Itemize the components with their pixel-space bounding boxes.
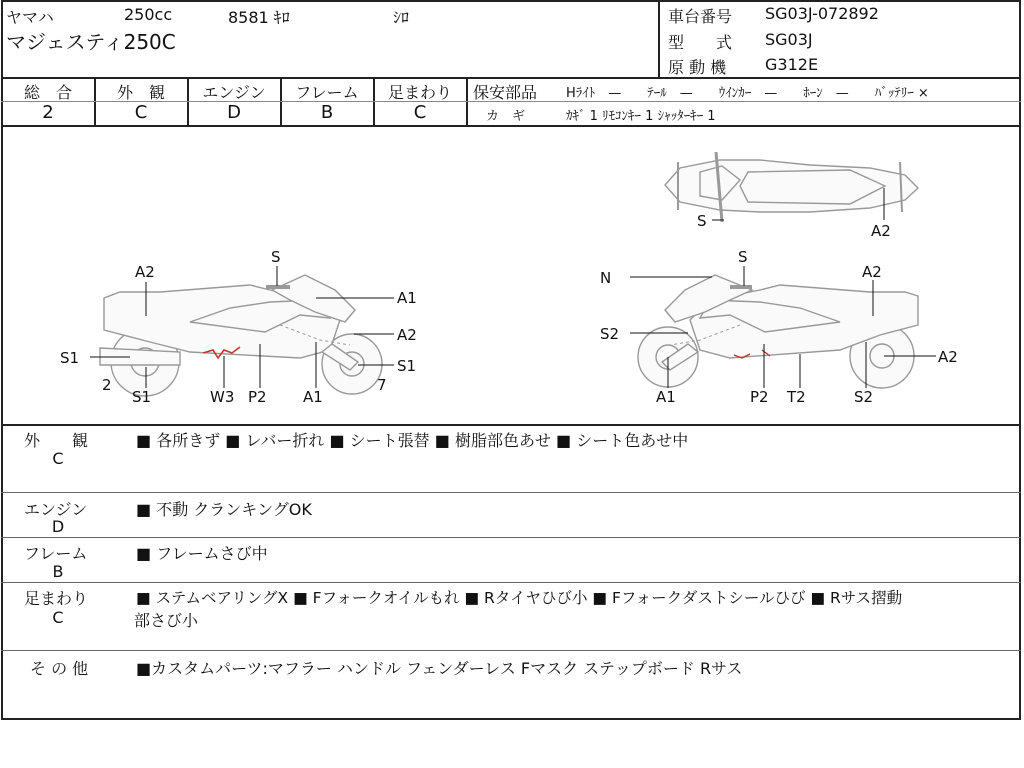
section-other-label: そ の 他	[30, 659, 89, 678]
key-label: カ ギ	[486, 109, 526, 124]
section-suspension-label: 足まわり	[24, 589, 89, 608]
divider	[1, 77, 1021, 79]
section-suspension-text-continued: 部さび小	[134, 611, 199, 630]
chassis-label: 車台番号	[668, 7, 733, 26]
damage-code: A2	[135, 263, 155, 281]
damage-code: 7	[377, 376, 387, 394]
damage-diagram	[0, 126, 1024, 424]
type-label: 型 式	[668, 33, 733, 52]
safety-parts-items: Hﾗｲﾄ — ﾃｰﾙ — ｳｲﾝｶｰ — ﾎｰﾝ — ﾊﾞｯﾃﾘｰ ×	[566, 86, 929, 101]
divider	[1, 424, 1021, 426]
damage-code: W3	[210, 388, 235, 406]
section-other-text: ■カスタムパーツ:マフラー ハンドル フェンダーレス Fマスク ステップボード Rサス	[136, 659, 743, 678]
section-exterior-label: 外 観	[24, 431, 89, 450]
damage-code: A1	[397, 289, 417, 307]
grade-exterior-value: C	[134, 102, 148, 123]
damage-code: T2	[787, 388, 806, 406]
divider	[1, 537, 1021, 538]
section-exterior-text: ■ 各所きず ■ レバー折れ ■ シート張替 ■ 樹脂部色あせ ■ シート色あせ中	[136, 431, 689, 450]
engine-model-label: 原 動 機	[668, 58, 727, 77]
grade-total-label: 総 合	[23, 83, 72, 102]
grade-frame-value: B	[320, 102, 334, 123]
chassis-number: SG03J-072892	[765, 4, 879, 23]
model-name: マジェスティ250C	[6, 30, 176, 54]
displacement: 250cc	[124, 5, 173, 24]
section-engine-grade: D	[51, 517, 65, 536]
damage-code: P2	[750, 388, 769, 406]
damage-code: S1	[60, 349, 80, 367]
grade-engine-label: エンジン	[202, 83, 266, 102]
section-engine-label: エンジン	[24, 500, 88, 519]
damage-code: N	[600, 269, 612, 287]
damage-code: S	[738, 248, 748, 266]
scooter-right-view	[638, 275, 918, 388]
damage-code: S2	[854, 388, 874, 406]
section-suspension-grade: C	[52, 608, 64, 627]
damage-code: S	[271, 248, 281, 266]
damage-code: 2	[102, 376, 112, 394]
damage-code: A2	[938, 348, 958, 366]
damage-code: A2	[397, 326, 417, 344]
type-value: SG03J	[765, 30, 813, 49]
body-color: ｼﾛ	[393, 8, 410, 27]
section-exterior-grade: C	[52, 449, 64, 468]
damage-code: P2	[248, 388, 267, 406]
maker-name: ヤマハ	[6, 8, 54, 27]
divider	[1, 582, 1021, 583]
key-items: ｶｷﾞ 1 ﾘﾓｺﾝｷｰ 1 ｼｬｯﾀｰｷｰ 1	[566, 109, 716, 124]
grade-total-value: 2	[42, 102, 54, 123]
mileage: 8581 ｷﾛ	[228, 8, 290, 27]
section-frame-text: ■ フレームさび中	[136, 544, 268, 563]
grade-suspension-label: 足まわり	[387, 83, 452, 102]
grade-engine-value: D	[227, 102, 241, 123]
damage-labels-top	[697, 212, 891, 240]
scooter-left-view	[100, 275, 382, 396]
damage-code: A1	[656, 388, 676, 406]
damage-code: A2	[871, 222, 891, 240]
grade-exterior-label: 外 観	[116, 83, 165, 102]
section-frame-grade: B	[52, 562, 64, 581]
section-frame-label: フレーム	[24, 544, 88, 563]
damage-code: A2	[862, 263, 882, 281]
damage-code: S1	[132, 388, 152, 406]
header-divider	[658, 0, 660, 78]
safety-parts-label: 保安部品	[473, 83, 538, 102]
damage-code: S2	[600, 325, 620, 343]
divider	[466, 101, 1021, 102]
engine-model-value: G312E	[765, 55, 819, 74]
section-engine-text: ■ 不動 クランキングOK	[136, 500, 312, 519]
section-suspension-text: ■ ステムベアリングX ■ Fフォークオイルもれ ■ Rタイヤひび小 ■ Fフォークダストシールひび ■ Rサス摺動	[136, 589, 903, 607]
grade-suspension-value: C	[413, 102, 427, 123]
damage-code: A1	[303, 388, 323, 406]
divider	[1, 650, 1021, 651]
divider	[1, 492, 1021, 493]
damage-code: S1	[397, 357, 417, 375]
damage-code: S	[697, 212, 707, 230]
grade-frame-label: フレーム	[295, 83, 359, 102]
